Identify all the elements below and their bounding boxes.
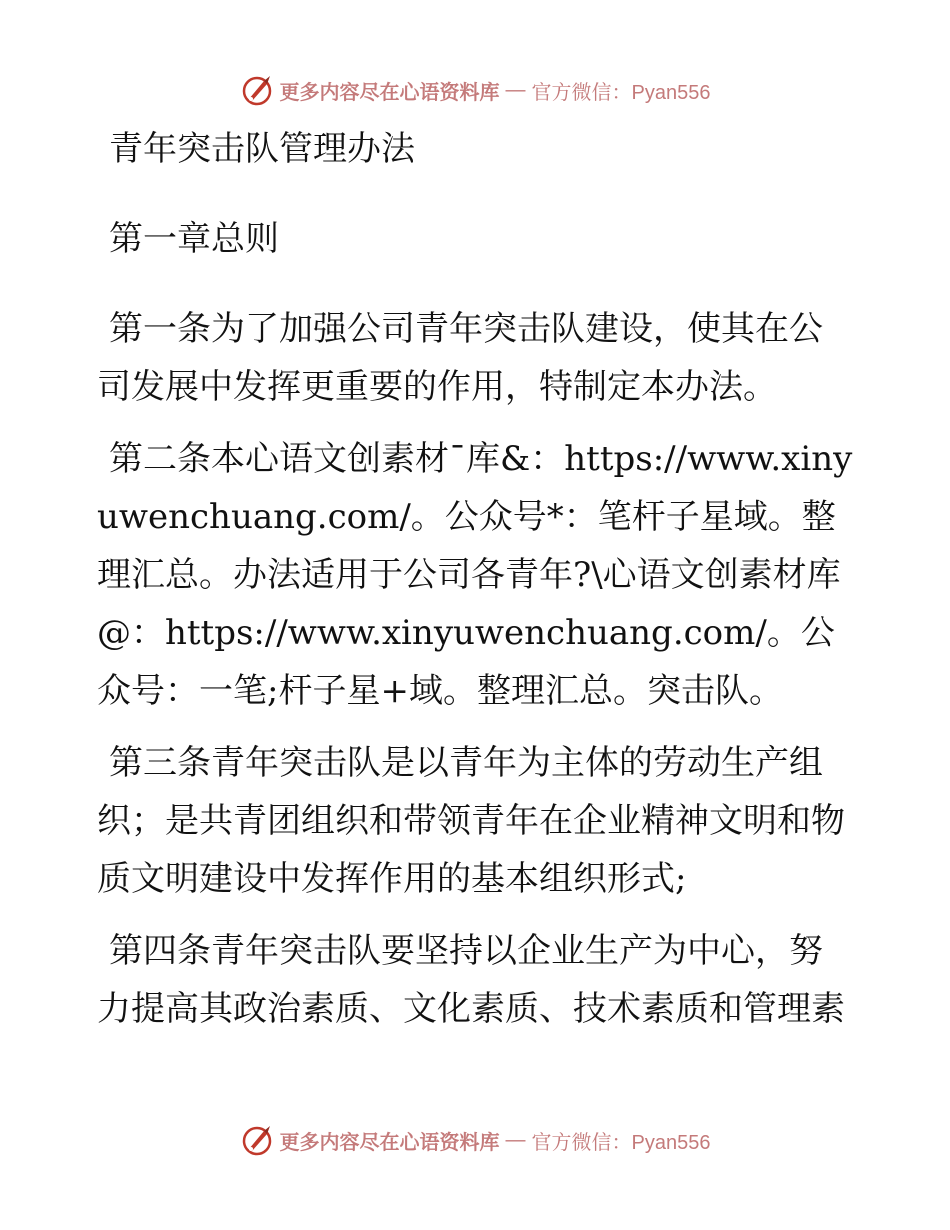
- document-body: [97, 120, 853, 1052]
- article-3-paragraph: 第三条青年突击队是以青年为主体的劳动生产组织；是共青团组织和带领青年在企业精神文明和物质文明建设中发挥作用的基本组织形式;: [97, 743, 845, 899]
- quill-pen-logo-icon: [240, 1123, 274, 1157]
- document-title: 青年突击队管理办法: [109, 129, 415, 169]
- watermark-contact-text: 官方微信：Pyan556: [531, 81, 711, 104]
- article-1-paragraph: 第一条为了加强公司青年突击队建设，使其在公司发展中发挥更重要的作用，特制定本办法。: [97, 309, 823, 407]
- article-2-paragraph: 第二条本心语文创素材¯库&：https://www.xinyuwenchuang.com/。公众号*：笔杆子星域。整理汇总。办法适用于公司各青年?\心语文创素材库@：https://www.xinyuwenchuang.com/。公众号：一笔;杆子星+域。整理汇总。突击队。: [97, 439, 853, 711]
- watermark-brand-text: 更多内容尽在心语资料库: [279, 79, 500, 104]
- watermark-contact-text: 官方微信：Pyan556: [531, 1131, 711, 1154]
- watermark-separator: —: [505, 78, 526, 101]
- watermark-brand-text: 更多内容尽在心语资料库: [279, 1129, 500, 1154]
- footer-watermark-banner: [0, 1120, 950, 1160]
- quill-pen-logo-icon: [240, 73, 274, 107]
- header-watermark-banner: [0, 70, 950, 110]
- chapter-heading: 第一章总则: [109, 219, 279, 259]
- watermark-separator: —: [505, 1128, 526, 1151]
- article-4-paragraph: 第四条青年突击队要坚持以企业生产为中心，努力提高其政治素质、文化素质、技术素质和管理素: [97, 931, 845, 1029]
